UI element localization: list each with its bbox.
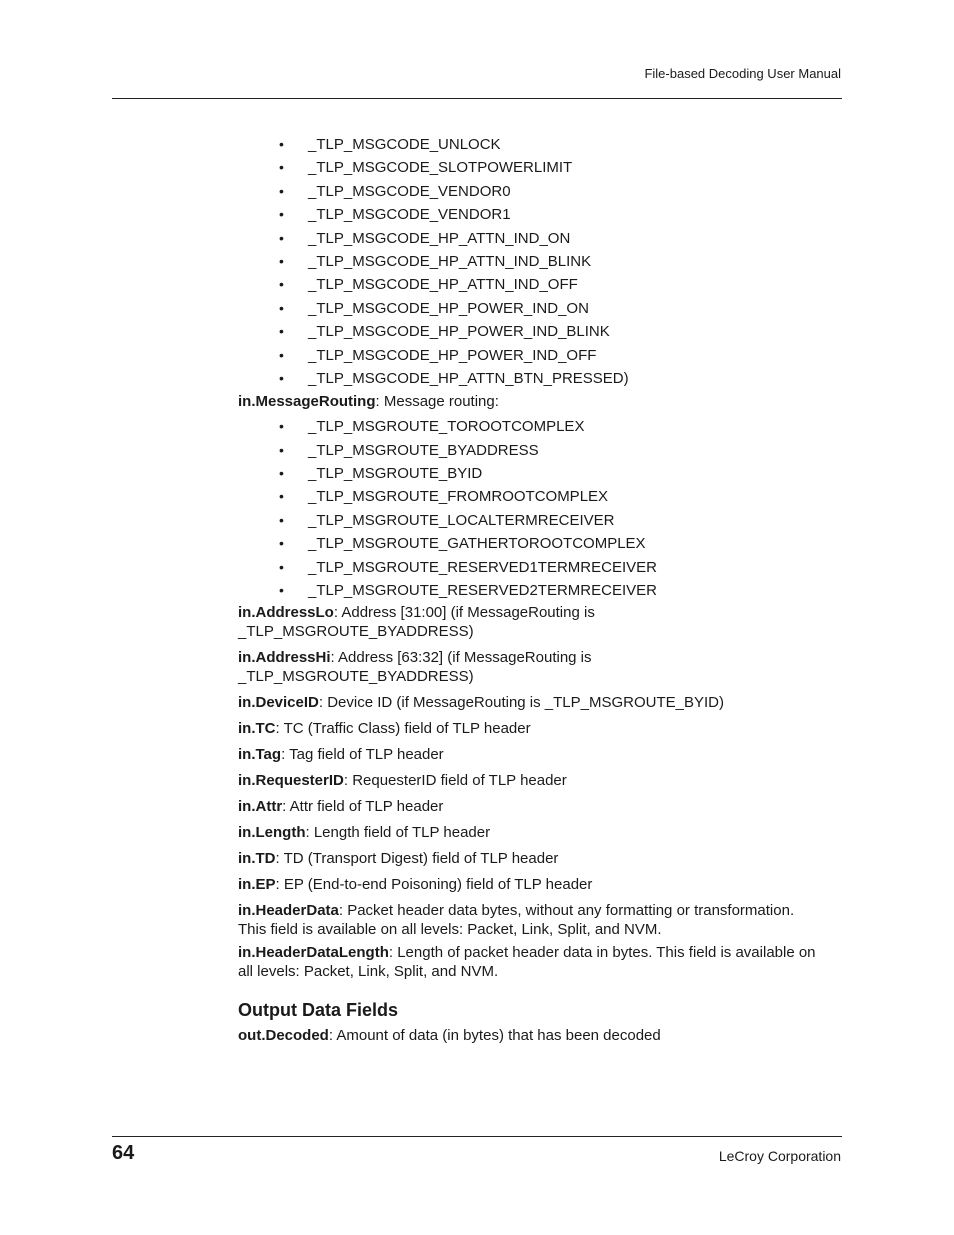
field-description-cont: all levels: Packet, Link, Split, and NVM. [238, 963, 499, 981]
field-address-hi [238, 648, 844, 686]
page-content [238, 134, 844, 1052]
field-description: : Attr field of TLP header [282, 798, 444, 816]
field-device-id [238, 693, 844, 712]
msgroute-list [238, 416, 844, 603]
field-description-cont: This field is available on all levels: Packet, Link, Split, and NVM. [238, 921, 662, 939]
list-item: • _TLP_MSGCODE_HP_ATTN_IND_ON [238, 228, 844, 251]
field-tag [238, 745, 844, 764]
list-item: • _TLP_MSGROUTE_BYID [238, 463, 844, 486]
field-header-data-length [238, 943, 844, 981]
list-item: • _TLP_MSGROUTE_LOCALTERMRECEIVER [238, 510, 844, 533]
field-description: : TD (Transport Digest) field of TLP header [275, 850, 559, 868]
field-name: in.TC [238, 720, 276, 738]
field-length [238, 823, 844, 842]
list-item: • _TLP_MSGROUTE_TOROOTCOMPLEX [238, 416, 844, 439]
field-name: in.MessageRouting [238, 393, 376, 411]
header-rule [112, 98, 842, 99]
list-item: • _TLP_MSGCODE_HP_ATTN_IND_OFF [238, 274, 844, 297]
field-name: in.Tag [238, 746, 282, 764]
field-name: in.EP [238, 876, 276, 894]
field-description: : EP (End-to-end Poisoning) field of TLP header [275, 876, 593, 894]
message-routing-field [238, 392, 844, 411]
field-name: in.Length [238, 824, 306, 842]
field-tc [238, 719, 844, 738]
field-ep [238, 875, 844, 894]
list-item: • _TLP_MSGCODE_HP_POWER_IND_BLINK [238, 321, 844, 344]
field-description: : Device ID (if MessageRouting is _TLP_MSGROUTE_BYID) [318, 694, 724, 712]
field-out-decoded [238, 1026, 844, 1045]
field-description: : Address [63:32] (if MessageRouting is [330, 649, 592, 667]
field-requester-id [238, 771, 844, 790]
list-item: • _TLP_MSGCODE_UNLOCK [238, 134, 844, 157]
field-name: in.TD [238, 850, 276, 868]
field-name: in.HeaderData [238, 902, 339, 920]
field-description: : Length of packet header data in bytes. This field is available on [388, 944, 816, 962]
field-description: : RequesterID field of TLP header [343, 772, 567, 790]
field-header-data [238, 901, 844, 939]
list-item: • _TLP_MSGCODE_VENDOR0 [238, 181, 844, 204]
field-description: : Packet header data bytes, without any formatting or transformation. [338, 902, 795, 920]
field-address-lo [238, 603, 844, 641]
footer-rule [112, 1136, 842, 1137]
field-name: in.HeaderDataLength [238, 944, 389, 962]
list-item: • _TLP_MSGROUTE_FROMROOTCOMPLEX [238, 486, 844, 509]
list-item: • _TLP_MSGROUTE_GATHERTOROOTCOMPLEX [238, 533, 844, 556]
field-name: in.AddressHi [238, 649, 331, 667]
list-item: • _TLP_MSGCODE_SLOTPOWERLIMIT [238, 157, 844, 180]
section-heading: Output Data Fields [238, 1000, 399, 1021]
list-item: • _TLP_MSGCODE_HP_POWER_IND_OFF [238, 345, 844, 368]
field-td [238, 849, 844, 868]
footer-company: LeCroy Corporation [718, 1148, 841, 1164]
field-description-cont: _TLP_MSGROUTE_BYADDRESS) [238, 623, 474, 641]
list-item: • _TLP_MSGCODE_VENDOR1 [238, 204, 844, 227]
field-description: : TC (Traffic Class) field of TLP header [275, 720, 531, 738]
field-description: : Message routing: [375, 393, 499, 411]
msgcode-list [238, 134, 844, 391]
field-attr [238, 797, 844, 816]
list-item: • _TLP_MSGCODE_HP_ATTN_BTN_PRESSED) [238, 368, 844, 391]
list-item: • _TLP_MSGROUTE_RESERVED2TERMRECEIVER [238, 580, 844, 603]
field-description-cont: _TLP_MSGROUTE_BYADDRESS) [238, 668, 474, 686]
field-name: in.Attr [238, 798, 283, 816]
field-description: : Address [31:00] (if MessageRouting is [333, 604, 595, 622]
page-number: 64 [112, 1142, 135, 1164]
field-name: in.AddressLo [238, 604, 334, 622]
field-name: in.RequesterID [238, 772, 344, 790]
list-item: • _TLP_MSGCODE_HP_ATTN_IND_BLINK [238, 251, 844, 274]
list-item: • _TLP_MSGROUTE_BYADDRESS [238, 440, 844, 463]
field-description: : Amount of data (in bytes) that has been decoded [328, 1027, 661, 1045]
running-header: File-based Decoding User Manual [644, 66, 841, 81]
list-item: • _TLP_MSGROUTE_RESERVED1TERMRECEIVER [238, 557, 844, 580]
field-description: : Tag field of TLP header [281, 746, 444, 764]
list-item: • _TLP_MSGCODE_HP_POWER_IND_ON [238, 298, 844, 321]
field-name: in.DeviceID [238, 694, 319, 712]
field-name: out.Decoded [238, 1027, 329, 1045]
field-description: : Length field of TLP header [305, 824, 491, 842]
